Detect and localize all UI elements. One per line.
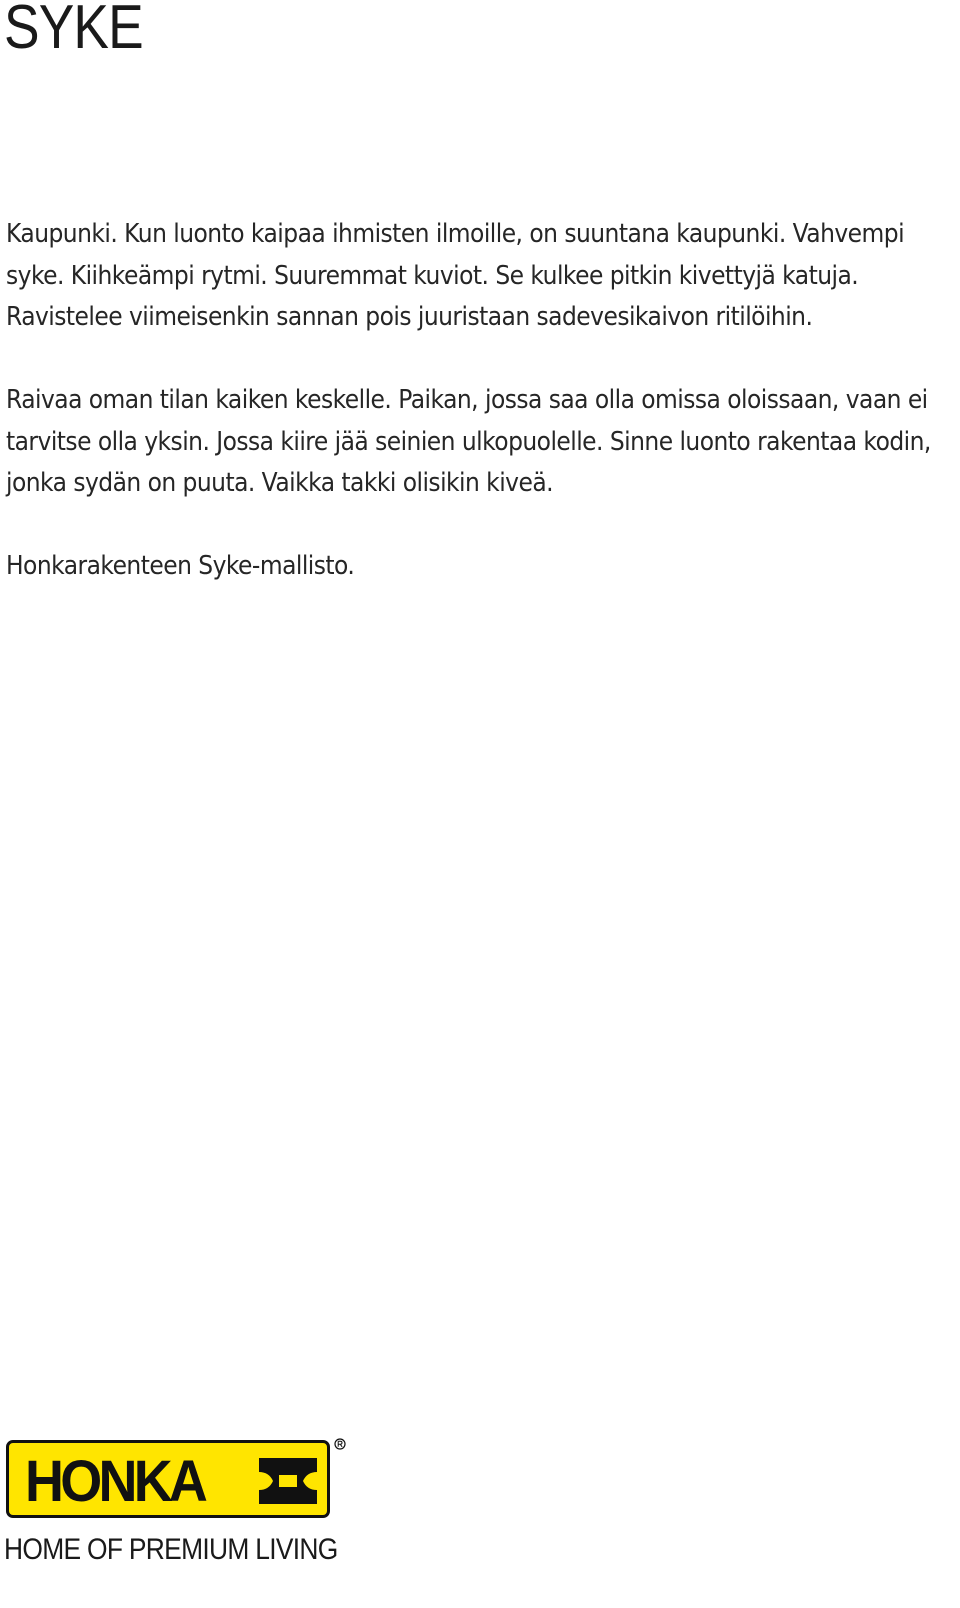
paragraph-intro: Kaupunki. Kun luonto kaipaa ihmisten ilmoille, on suuntana kaupunki. Vahvempi syke. Kiihkeämpi rytmi. Suuremmat kuviot. Se kulkee pitkin kivettyjä katuja. Ravistelee viimeisenkin sannan pois juuristaan sadevesikaivon ritilöihin. — [6, 219, 905, 332]
logo-badge — [6, 1440, 330, 1518]
paragraph-collection: Honkarakenteen Syke-mallisto. — [6, 551, 355, 581]
registered-trademark-icon — [334, 1438, 346, 1450]
logo-wordmark: HONKA — [25, 1449, 205, 1514]
honka-symbol-icon — [257, 1456, 319, 1506]
logo-tagline: HOME OF PREMIUM LIVING — [4, 1533, 338, 1566]
paragraph-space: Raivaa oman tilan kaiken keskelle. Paikan, jossa saa olla omissa oloissaan, vaan ei tarvitse olla yksin. Jossa kiire jää seinien ulkopuolelle. Sinne luonto rakentaa kodin, jonka sydän on puuta. Vaikka takki olisikin kiveä. — [6, 385, 931, 498]
honka-logo — [4, 1438, 344, 1608]
body-text — [6, 214, 950, 588]
page-title: SYKE — [4, 0, 143, 62]
